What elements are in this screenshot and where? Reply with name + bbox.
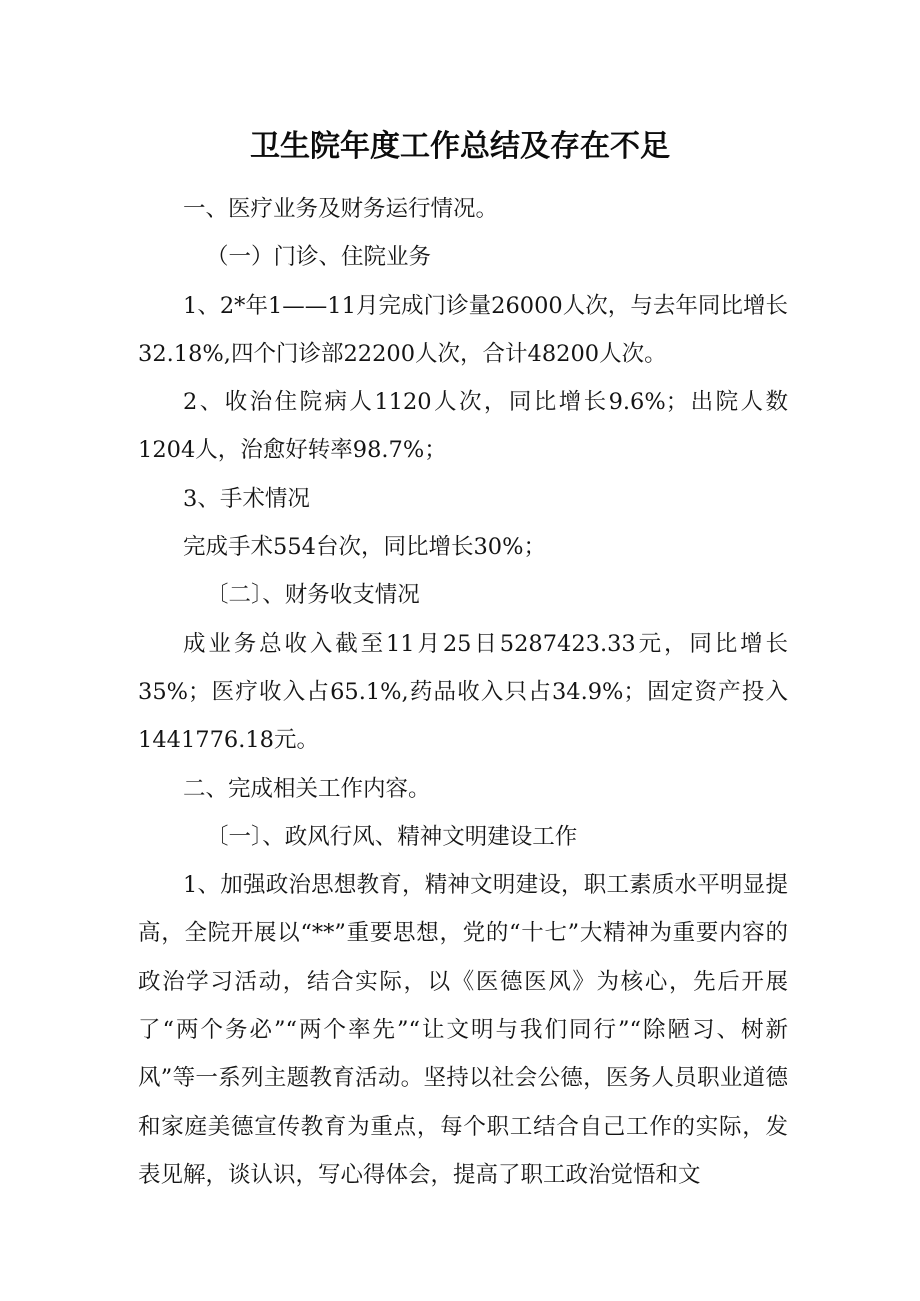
paragraph-surgery-heading: 3、手术情况 bbox=[183, 485, 310, 512]
paragraph-surgery-count: 完成手术554台次，同比增长30%； bbox=[183, 534, 546, 561]
document-body bbox=[138, 185, 788, 1199]
section-heading-completed-work: 二、完成相关工作内容。 bbox=[183, 775, 431, 802]
subsection-heading-outpatient-inpatient: （一）门诊、住院业务 bbox=[206, 244, 432, 271]
document-title: 卫生院年度工作总结及存在不足 bbox=[250, 129, 670, 164]
paragraph-outpatient-volume: 1、2*年1——11月完成门诊量26000人次，与去年同比增长32.18%,四个门诊部22200人次，合计48200人次。 bbox=[138, 292, 788, 367]
paragraph-finance-income: 成业务总收入截至11月25日5287423.33元，同比增长35%；医疗收入占65.1%,药品收入只占34.9%；固定资产投入1441776.18元。 bbox=[138, 630, 788, 754]
paragraph-inpatient-volume: 2、收治住院病人1120人次，同比增长9.6%；出院人数1204人，治愈好转率98.7%； bbox=[138, 389, 788, 464]
section-heading-medical-finance: 一、医疗业务及财务运行情况。 bbox=[183, 196, 499, 222]
subsection-heading-finance: 〔二〕、财务收支情况 bbox=[206, 582, 420, 609]
paragraph-political-education: 1、加强政治思想教育，精神文明建设，职工素质水平明显提高，全院开展以“**”重要思想，党的“十七”大精神为重要内容的政治学习活动，结合实际，以《医德医风》为核心，先后开展了“两个务必”“两个率先”“让文明与我们同行”“除陋习、树新风”等一系列主题教育活动。坚持以社会公德，医务人员职业道德和家庭美德宣传教育为重点，每个职工结合自己工作的实际，发表见解，谈认识，写心得体会，提高了职工政治觉悟和文 bbox=[138, 872, 788, 1188]
subsection-heading-conduct-civility: 〔一〕、政风行风、精神文明建设工作 bbox=[206, 823, 578, 850]
